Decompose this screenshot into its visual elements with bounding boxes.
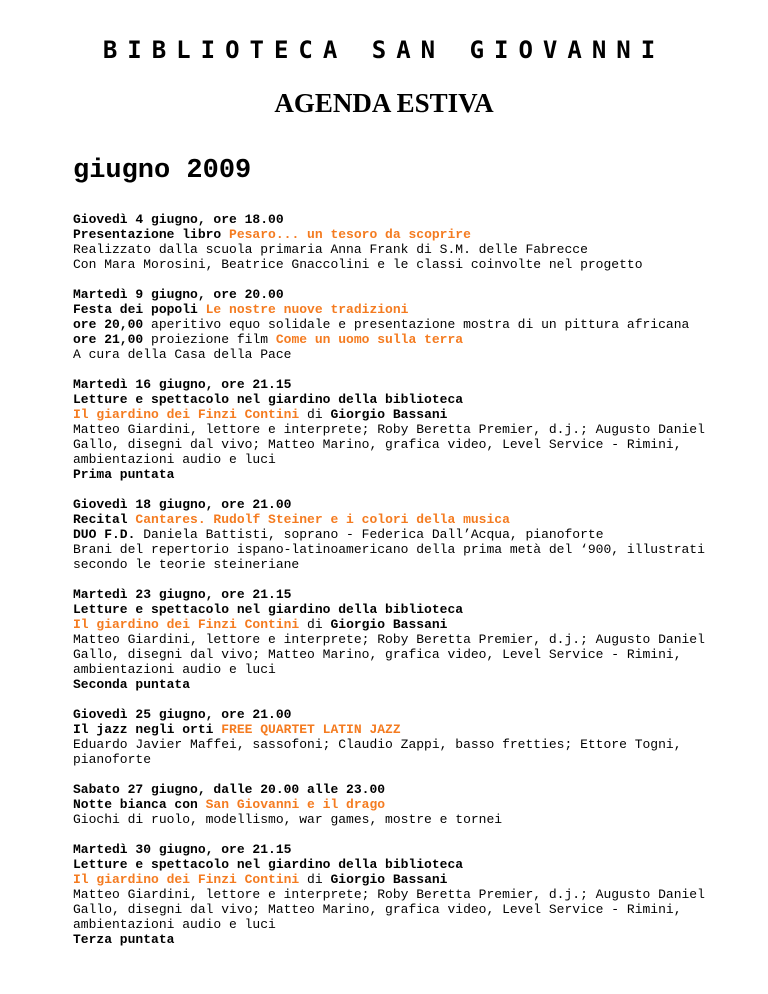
event-date: Giovedì 18 giugno, ore 21.00 [73,497,292,512]
event-highlight: Il giardino dei Finzi Contini [73,617,300,632]
event-text: Eduardo Javier Maffei, sassofoni; Claudio Zappi, basso fretties; Ettore Togni, pianoforte [73,737,690,767]
event-text: Matteo Giardini, lettore e interprete; Roby Beretta Premier, d.j.; Augusto Daniel Gallo, disegni dal vivo; Matteo Marino, grafica video, Level Service - Rimini, ambientazioni audio e luci [73,422,713,467]
event-text: Matteo Giardini, lettore e interprete; Roby Beretta Premier, d.j.; Augusto Daniel Gallo, disegni dal vivo; Matteo Marino, grafica video, Level Service - Rimini, ambientazioni audio e luci [73,632,713,677]
event-line [73,467,723,482]
event-text: di [299,617,331,632]
event-line [73,392,723,407]
event-highlight: Come un uomo sulla terra [275,332,464,347]
event-text: Giochi di ruolo, modellismo, war games, mostre e tornei [73,812,503,827]
event-text: di [299,872,331,887]
event-label: Seconda puntata [73,677,191,692]
event-line [73,527,723,542]
event-label: Letture e spettacolo nel giardino della biblioteca [73,392,464,407]
event-label: Giorgio Bassani [330,617,448,632]
event-date: Martedì 23 giugno, ore 21.15 [73,587,292,602]
event-line [73,422,723,467]
event-label: Letture e spettacolo nel giardino della biblioteca [73,857,464,872]
event-highlight: San Giovanni e il drago [205,797,386,812]
event-line [73,632,723,677]
event-date: Giovedì 25 giugno, ore 21.00 [73,707,292,722]
event-line [73,857,723,872]
event-text: Con Mara Morosini, Beatrice Gnaccolini e le classi coinvolte nel progetto [73,257,643,272]
event-item [73,782,723,827]
event-label: DUO F.D. [73,527,136,542]
event-text: proiezione film [151,332,276,347]
event-label: Notte bianca con [73,797,206,812]
event-date: Martedì 30 giugno, ore 21.15 [73,842,292,857]
event-line [73,512,723,527]
event-item [73,212,723,272]
event-item [73,707,723,767]
event-label: ore 20,00 [73,317,152,332]
event-highlight: Le nostre nuove tradizioni [205,302,409,317]
event-line [73,797,723,812]
event-label: ore 21,00 [73,332,152,347]
event-item [73,497,723,572]
event-item [73,587,723,692]
event-label: Prima puntata [73,467,175,482]
event-label: Giorgio Bassani [330,872,448,887]
event-line [73,347,723,362]
event-line [73,332,723,347]
event-line [73,737,723,767]
event-date: Martedì 16 giugno, ore 21.15 [73,377,292,392]
event-line [73,227,723,242]
event-item [73,377,723,482]
event-line [73,722,723,737]
event-highlight: Il giardino dei Finzi Contini [73,407,300,422]
event-item [73,287,723,362]
event-list [73,212,723,962]
event-highlight: FREE QUARTET LATIN JAZZ [221,722,401,737]
library-name: BIBLIOTECA SAN GIOVANNI [102,36,666,64]
event-label: Letture e spettacolo nel giardino della biblioteca [73,602,464,617]
event-label: Recital [73,512,136,527]
event-text: Matteo Giardini, lettore e interprete; Roby Beretta Premier, d.j.; Augusto Daniel Gallo, disegni dal vivo; Matteo Marino, grafica video, Level Service - Rimini, ambientazioni audio e luci [73,887,713,932]
event-line [73,257,723,272]
event-line [73,872,723,887]
event-label: Festa dei popoli [73,302,206,317]
event-label: Giorgio Bassani [330,407,448,422]
event-line [73,617,723,632]
event-label: Presentazione libro [73,227,230,242]
event-line [73,932,723,947]
event-line [73,302,723,317]
page-title: AGENDA ESTIVA [274,88,494,118]
event-line [73,812,723,827]
event-text: aperitivo equo solidale e presentazione mostra di un pittura africana [151,317,690,332]
event-label: Il jazz negli orti [73,722,222,737]
event-item [73,842,723,947]
event-date: Martedì 9 giugno, ore 20.00 [73,287,284,302]
event-highlight: Cantares. Rudolf Steiner e i colori della musica [135,512,510,527]
event-date: Sabato 27 giugno, dalle 20.00 alle 23.00 [73,782,386,797]
event-highlight: Pesaro... un tesoro da scoprire [229,227,471,242]
event-label: Terza puntata [73,932,175,947]
event-text: Daniela Battisti, soprano - Federica Dall’Acqua, pianoforte [135,527,604,542]
event-line [73,542,723,572]
event-line [73,407,723,422]
month-heading: giugno 2009 [73,156,252,186]
event-line [73,602,723,617]
event-line [73,317,723,332]
event-text: Realizzato dalla scuola primaria Anna Frank di S.M. delle Fabrecce [73,242,588,257]
event-line [73,887,723,932]
event-highlight: Il giardino dei Finzi Contini [73,872,300,887]
event-date: Giovedì 4 giugno, ore 18.00 [73,212,284,227]
event-line [73,242,723,257]
event-text: Brani del repertorio ispano-latinoamericano della prima metà del ‘900, illustrati secondo le teorie steineriane [73,542,713,572]
event-line [73,677,723,692]
event-text: di [299,407,331,422]
event-text: A cura della Casa della Pace [73,347,292,362]
